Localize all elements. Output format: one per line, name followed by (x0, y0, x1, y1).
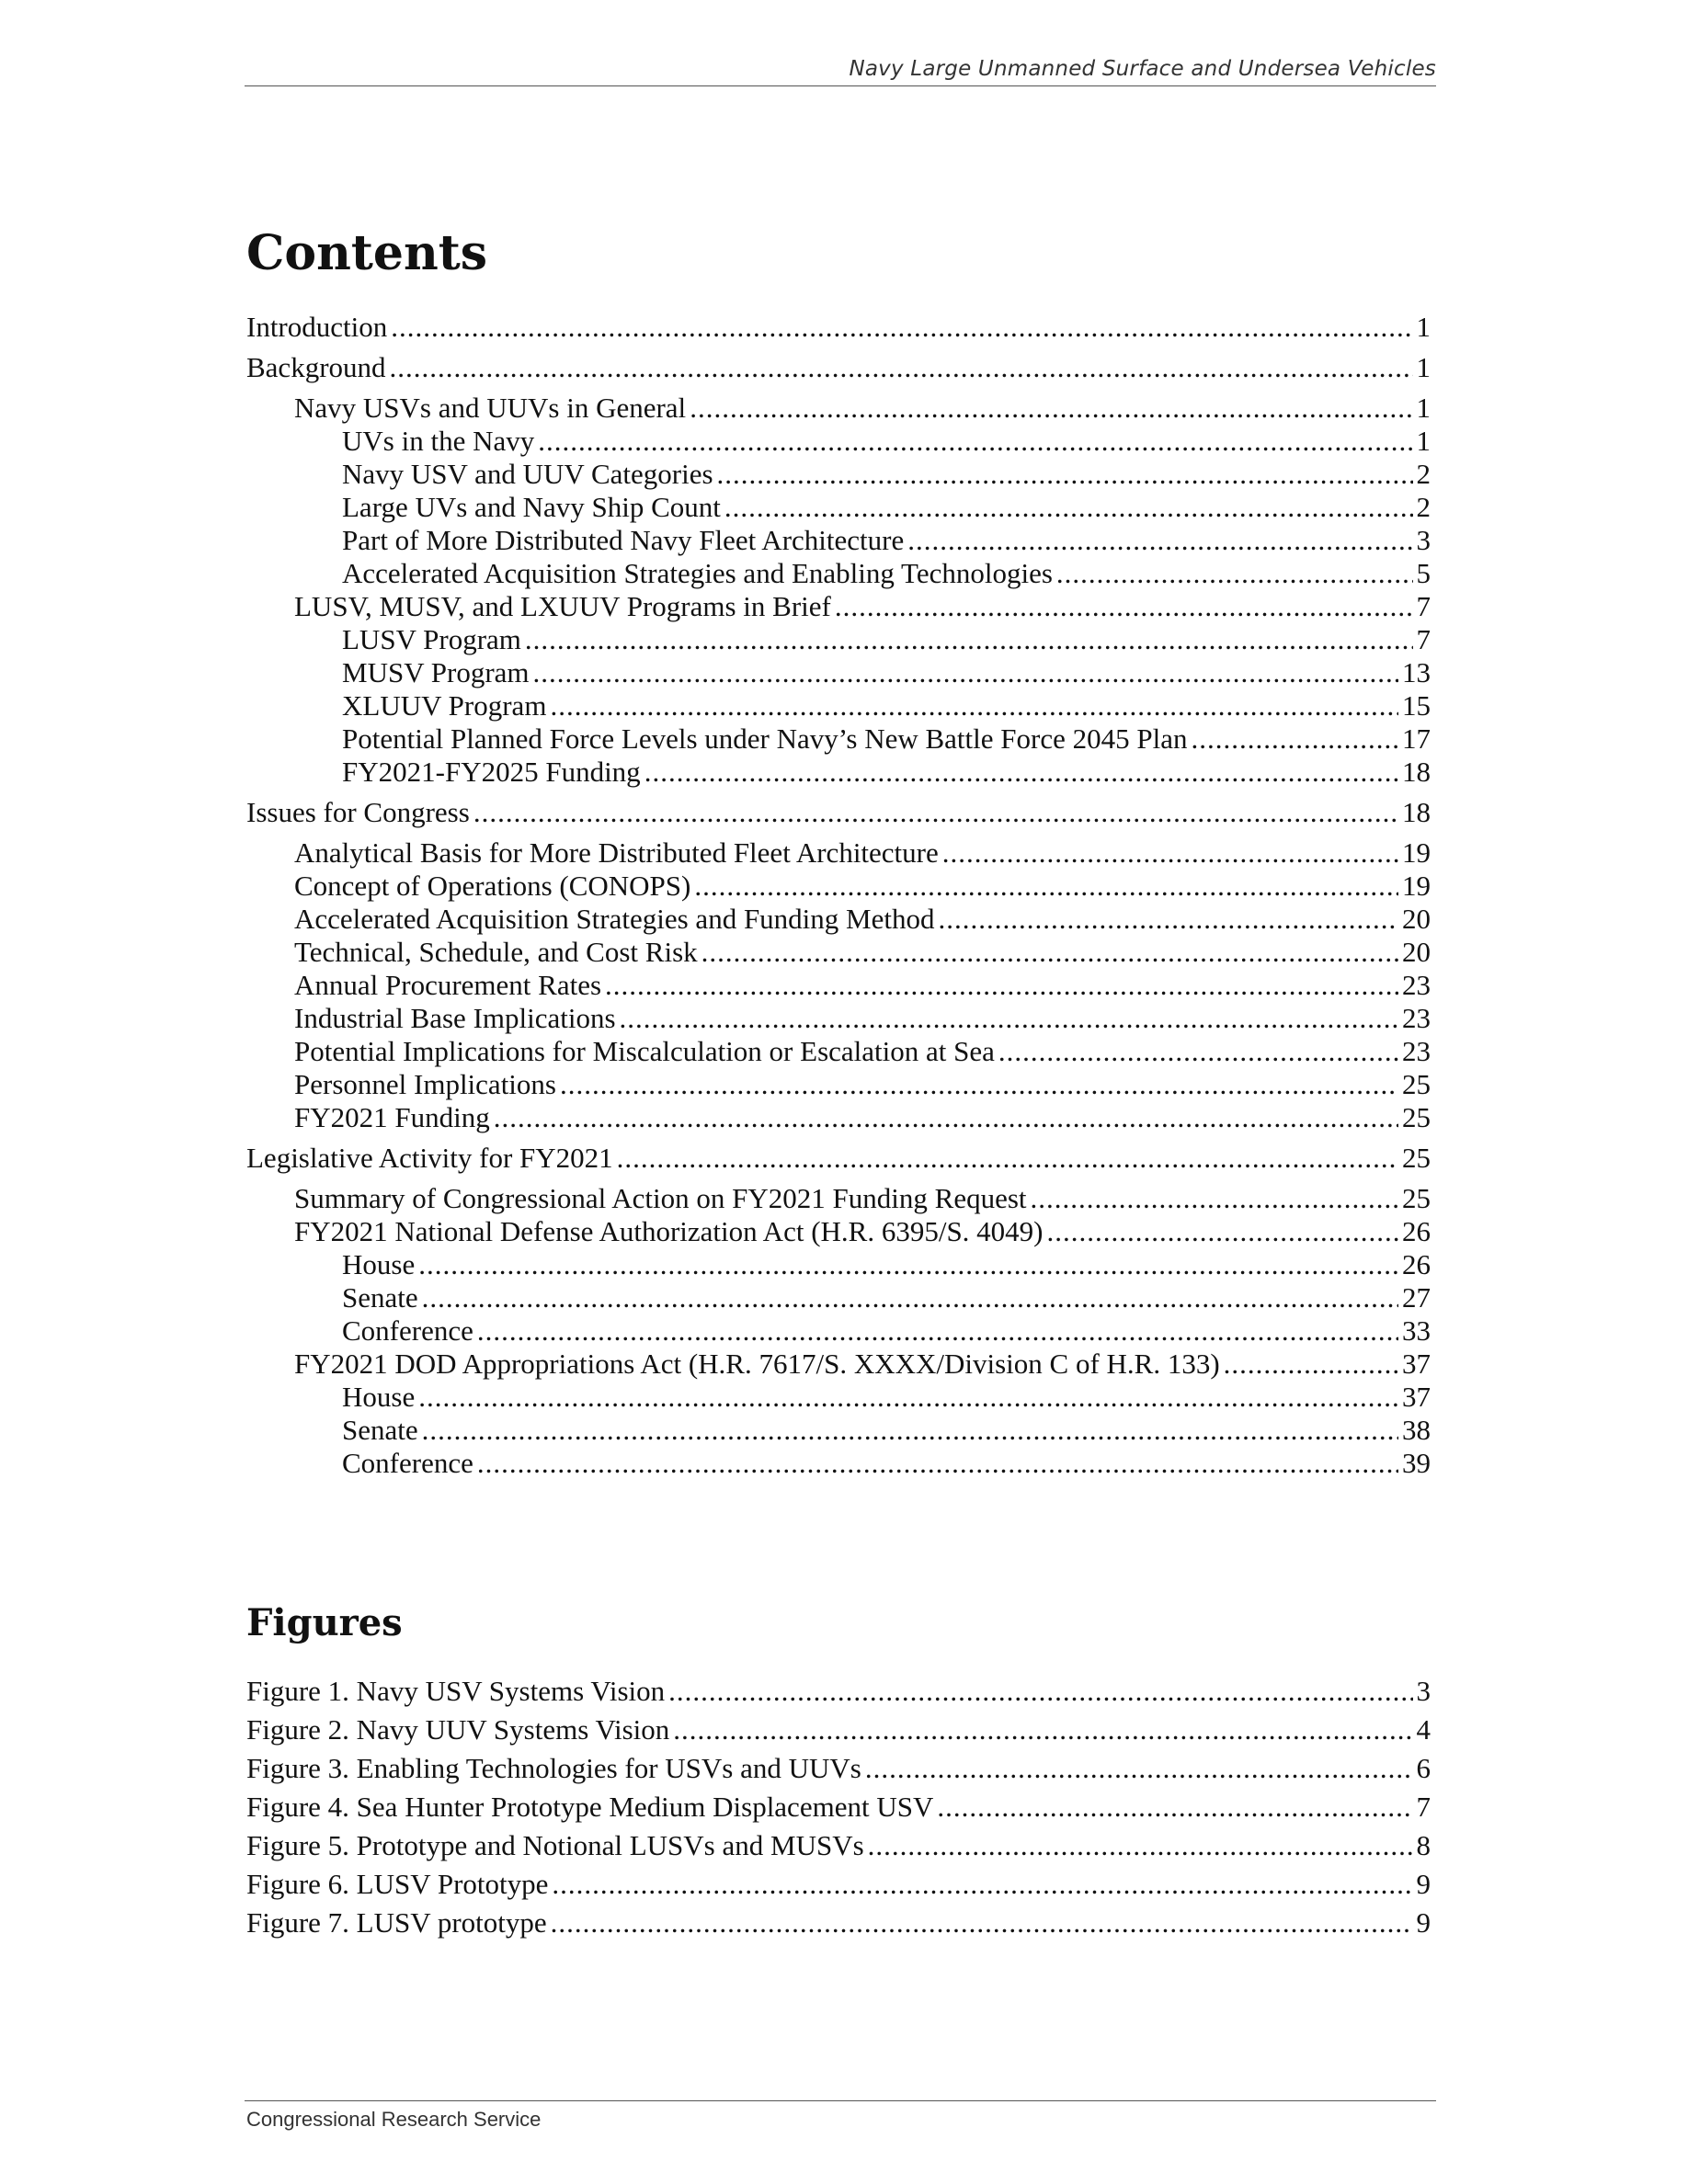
contents-entry-title: Background (246, 351, 386, 383)
contents-entry-page: 26 (1402, 1248, 1431, 1280)
contents-entry-title: Potential Implications for Miscalculation or Escalation at Sea (294, 1035, 995, 1067)
contents-entry-page: 37 (1402, 1381, 1431, 1413)
contents-entry-title: FY2021 National Defense Authorization Act (H.R. 6395/S. 4049) (294, 1215, 1044, 1247)
dot-leader (473, 796, 1398, 829)
contents-entry-page: 5 (1416, 557, 1431, 589)
contents-entry-title: Large UVs and Navy Ship Count (342, 491, 721, 523)
contents-entry-page: 20 (1402, 936, 1431, 968)
figure-entry[interactable] (246, 1829, 1431, 1864)
contents-entry-title: FY2021 DOD Appropriations Act (H.R. 7617/S. XXXX/Division C of H.R. 133) (294, 1348, 1220, 1380)
contents-entry-title: Personnel Implications (294, 1068, 556, 1100)
contents-entry-page: 19 (1402, 836, 1431, 869)
contents-entry-page: 2 (1416, 491, 1431, 523)
contents-entry-title: LUSV, MUSV, and LXUUV Programs in Brief (294, 590, 831, 622)
contents-heading: Contents (246, 225, 488, 281)
contents-entry[interactable] (294, 1035, 1431, 1070)
dot-leader (422, 1414, 1398, 1447)
contents-entry-page: 23 (1402, 969, 1431, 1001)
contents-entry[interactable] (342, 524, 1431, 559)
contents-entry-page: 7 (1416, 590, 1431, 622)
contents-entry-title: Part of More Distributed Navy Fleet Architecture (342, 524, 905, 556)
contents-entry-title: MUSV Program (342, 656, 530, 688)
figure-entry-title: Figure 2. Navy UUV Systems Vision (246, 1713, 670, 1746)
contents-entry-title: Concept of Operations (CONOPS) (294, 870, 691, 902)
dot-leader (552, 1868, 1412, 1901)
contents-entry-page: 1 (1416, 351, 1431, 383)
dot-leader (533, 656, 1398, 689)
contents-entry-title: Accelerated Acquisition Strategies and Funding Method (294, 903, 935, 935)
contents-entry[interactable] (294, 870, 1431, 904)
contents-entry-page: 18 (1402, 756, 1431, 788)
dot-leader (605, 969, 1398, 1002)
contents-entry[interactable] (342, 1414, 1431, 1449)
contents-entry-page: 7 (1416, 623, 1431, 655)
figure-entry[interactable] (246, 1752, 1431, 1787)
contents-entry-title: House (342, 1248, 416, 1280)
contents-entry[interactable] (342, 557, 1431, 592)
contents-entry-title: Introduction (246, 311, 388, 343)
figure-entry-title: Figure 6. LUSV Prototype (246, 1868, 549, 1900)
figure-entry-title: Figure 7. LUSV prototype (246, 1906, 547, 1939)
contents-entry-title: House (342, 1381, 416, 1413)
contents-entry[interactable] (294, 1348, 1431, 1382)
contents-entry[interactable] (294, 836, 1431, 871)
dot-leader (477, 1314, 1398, 1348)
figure-entry-title: Figure 4. Sea Hunter Prototype Medium Displacement USV (246, 1791, 934, 1823)
figure-entry[interactable] (246, 1906, 1431, 1941)
dot-leader (550, 689, 1398, 722)
contents-entry-title: Annual Procurement Rates (294, 969, 602, 1001)
contents-entry[interactable] (294, 1101, 1431, 1136)
contents-entry-page: 2 (1416, 458, 1431, 490)
dot-leader (673, 1713, 1412, 1746)
contents-entry-title: FY2021-FY2025 Funding (342, 756, 641, 788)
contents-entry[interactable] (342, 689, 1431, 724)
dot-leader (998, 1035, 1398, 1068)
contents-entry-page: 19 (1402, 870, 1431, 902)
footer-text: Congressional Research Service (246, 2108, 542, 2131)
dot-leader (551, 1906, 1413, 1939)
contents-entry-page: 23 (1402, 1035, 1431, 1067)
figure-entry-page: 6 (1416, 1752, 1431, 1784)
dot-leader (617, 1142, 1398, 1175)
figure-entry-page: 9 (1416, 1868, 1431, 1900)
contents-entry-title: Legislative Activity for FY2021 (246, 1142, 613, 1174)
figure-entry-title: Figure 3. Enabling Technologies for USVs and UUVs (246, 1752, 861, 1784)
contents-entry-page: 3 (1416, 524, 1431, 556)
contents-entry-page: 25 (1402, 1068, 1431, 1100)
contents-entry-page: 1 (1416, 425, 1431, 457)
dot-leader (560, 1068, 1398, 1101)
contents-entry-title: Analytical Basis for More Distributed Fleet Architecture (294, 836, 939, 869)
dot-leader (1031, 1182, 1398, 1215)
contents-entry-page: 25 (1402, 1182, 1431, 1214)
contents-entry-page: 13 (1402, 656, 1431, 688)
figure-entry-page: 8 (1416, 1829, 1431, 1861)
dot-leader (690, 392, 1412, 425)
figure-entry[interactable] (246, 1868, 1431, 1903)
contents-entry[interactable] (342, 1447, 1431, 1482)
contents-entry-page: 27 (1402, 1281, 1431, 1314)
contents-entry[interactable] (342, 1381, 1431, 1416)
contents-entry[interactable] (342, 425, 1431, 460)
contents-entry-page: 39 (1402, 1447, 1431, 1479)
dot-leader (835, 590, 1413, 623)
contents-entry[interactable] (246, 311, 1431, 346)
contents-entry[interactable] (342, 1248, 1431, 1283)
dot-leader (390, 351, 1413, 384)
contents-entry[interactable] (342, 623, 1431, 658)
dot-leader (1224, 1348, 1398, 1381)
contents-entry-title: Technical, Schedule, and Cost Risk (294, 936, 698, 968)
dot-leader (422, 1281, 1398, 1314)
contents-entry[interactable] (246, 351, 1431, 386)
contents-entry-title: Conference (342, 1447, 473, 1479)
contents-entry-title: LUSV Program (342, 623, 521, 655)
contents-entry-title: Accelerated Acquisition Strategies and Enabling Technologies (342, 557, 1053, 589)
contents-entry-title: Senate (342, 1414, 418, 1446)
dot-leader (694, 870, 1398, 903)
contents-entry[interactable] (294, 1068, 1431, 1103)
contents-entry[interactable] (294, 1182, 1431, 1217)
header-rule (245, 85, 1436, 86)
contents-entry[interactable] (246, 796, 1431, 831)
contents-entry[interactable] (294, 1002, 1431, 1037)
contents-entry-title: Navy USV and UUV Categories (342, 458, 713, 490)
contents-entry-page: 38 (1402, 1414, 1431, 1446)
contents-entry[interactable] (246, 1142, 1431, 1177)
figures-heading: Figures (246, 1601, 403, 1644)
figure-entry-page: 7 (1416, 1791, 1431, 1823)
contents-entry[interactable] (342, 491, 1431, 526)
figure-entry-title: Figure 1. Navy USV Systems Vision (246, 1675, 666, 1707)
contents-entry-title: XLUUV Program (342, 689, 547, 722)
contents-entry[interactable] (294, 936, 1431, 971)
contents-entry-page: 1 (1416, 311, 1431, 343)
dot-leader (1047, 1215, 1398, 1248)
dot-leader (724, 491, 1413, 524)
contents-entry-page: 23 (1402, 1002, 1431, 1034)
dot-leader (391, 311, 1412, 344)
contents-entry-page: 18 (1402, 796, 1431, 828)
dot-leader (1191, 722, 1398, 756)
contents-entry[interactable] (342, 756, 1431, 791)
contents-entry[interactable] (342, 656, 1431, 691)
dot-leader (868, 1829, 1413, 1862)
running-header: Navy Large Unmanned Surface and Undersea Vehicles (849, 57, 1436, 81)
dot-leader (907, 524, 1412, 557)
dot-leader (538, 425, 1412, 458)
contents-entry-page: 33 (1402, 1314, 1431, 1347)
dot-leader (865, 1752, 1413, 1785)
dot-leader (937, 1791, 1412, 1824)
figure-entry[interactable] (246, 1791, 1431, 1826)
dot-leader (701, 936, 1398, 969)
contents-entry-page: 15 (1402, 689, 1431, 722)
dot-leader (418, 1248, 1398, 1281)
dot-leader (668, 1675, 1412, 1708)
contents-entry-page: 25 (1402, 1142, 1431, 1174)
figure-entry[interactable] (246, 1713, 1431, 1748)
dot-leader (477, 1447, 1398, 1480)
contents-entry[interactable] (342, 1281, 1431, 1316)
figure-entry-page: 4 (1416, 1713, 1431, 1746)
contents-entry-title: FY2021 Funding (294, 1101, 490, 1133)
contents-entry-title: Conference (342, 1314, 473, 1347)
contents-entry-title: Industrial Base Implications (294, 1002, 616, 1034)
figure-entry[interactable] (246, 1675, 1431, 1710)
contents-entry[interactable] (342, 1314, 1431, 1349)
dot-leader (644, 756, 1398, 789)
dot-leader (1056, 557, 1413, 590)
figure-entry-page: 3 (1416, 1675, 1431, 1707)
contents-entry-page: 1 (1416, 392, 1431, 424)
contents-entry[interactable] (294, 1215, 1431, 1250)
contents-entry[interactable] (294, 392, 1431, 427)
contents-entry[interactable] (294, 903, 1431, 938)
contents-entry-page: 26 (1402, 1215, 1431, 1247)
figure-entry-page: 9 (1416, 1906, 1431, 1939)
contents-entry-page: 20 (1402, 903, 1431, 935)
dot-leader (418, 1381, 1398, 1414)
figure-entry-title: Figure 5. Prototype and Notional LUSVs and MUSVs (246, 1829, 864, 1861)
contents-entry[interactable] (294, 969, 1431, 1004)
contents-entry-page: 17 (1402, 722, 1431, 755)
dot-leader (717, 458, 1413, 491)
dot-leader (620, 1002, 1398, 1035)
contents-entry-page: 25 (1402, 1101, 1431, 1133)
contents-entry-title: Issues for Congress (246, 796, 470, 828)
contents-entry-title: Navy USVs and UUVs in General (294, 392, 687, 424)
dot-leader (525, 623, 1413, 656)
contents-entry[interactable] (342, 722, 1431, 757)
contents-entry-title: Summary of Congressional Action on FY2021 Funding Request (294, 1182, 1027, 1214)
footer-rule (245, 2100, 1436, 2101)
contents-entry-page: 37 (1402, 1348, 1431, 1380)
dot-leader (494, 1101, 1398, 1134)
contents-entry[interactable] (342, 458, 1431, 493)
dot-leader (942, 836, 1398, 870)
dot-leader (939, 903, 1399, 936)
contents-entry-title: Senate (342, 1281, 418, 1314)
contents-entry-title: Potential Planned Force Levels under Navy’s New Battle Force 2045 Plan (342, 722, 1188, 755)
contents-entry[interactable] (294, 590, 1431, 625)
contents-entry-title: UVs in the Navy (342, 425, 535, 457)
